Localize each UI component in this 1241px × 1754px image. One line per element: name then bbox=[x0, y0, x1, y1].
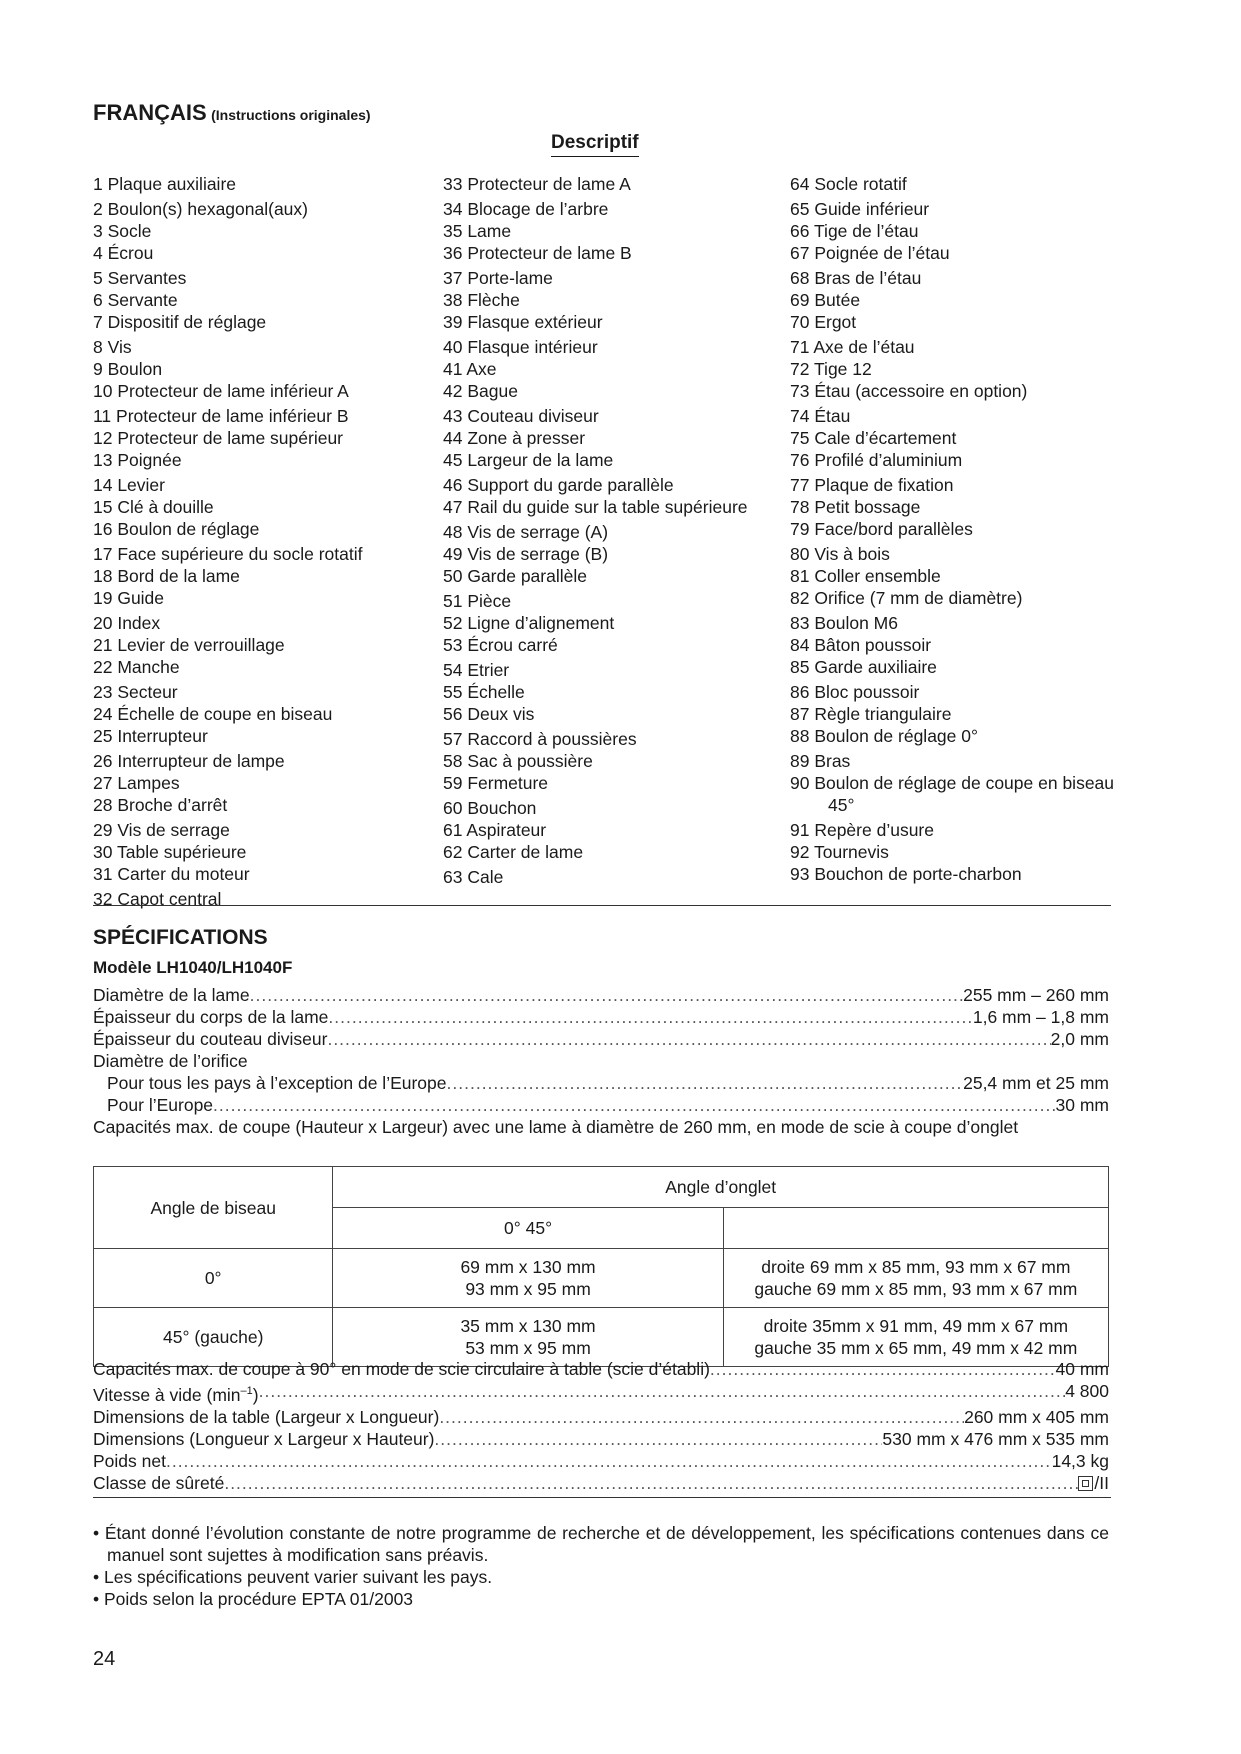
spec-label: Dimensions (Longueur x Largeur x Hauteur) bbox=[93, 1428, 435, 1449]
part-item: 34 Blocage de l’arbre bbox=[443, 199, 609, 219]
part-item: 42 Bague bbox=[443, 381, 518, 401]
section-divider bbox=[93, 1497, 1111, 1498]
parts-column-3 bbox=[790, 173, 1120, 885]
spec-value: /II bbox=[1094, 1472, 1109, 1493]
part-item: 74 Étau bbox=[790, 406, 851, 426]
spec-row-bore bbox=[93, 1050, 1109, 1072]
spec-value: 1,6 mm – 1,8 mm bbox=[972, 1007, 1109, 1027]
language-title: FRANÇAIS bbox=[93, 100, 207, 125]
part-item: 30 Table supérieure bbox=[93, 842, 247, 862]
spec-value: 255 mm – 260 mm bbox=[963, 985, 1109, 1005]
spec-value: 2,0 mm bbox=[1050, 1029, 1109, 1049]
part-item: 26 Interrupteur de lampe bbox=[93, 751, 285, 771]
part-item: 3 Socle bbox=[93, 221, 152, 241]
capacity-cell bbox=[723, 1249, 1108, 1308]
capacity-line: 69 mm x 130 mm bbox=[460, 1257, 596, 1277]
part-item: 70 Ergot bbox=[790, 312, 857, 332]
part-item: 36 Protecteur de lame B bbox=[443, 243, 632, 263]
part-item: 87 Règle triangulaire bbox=[790, 704, 952, 724]
spec-label: Épaisseur du couteau diviseur bbox=[93, 1029, 328, 1049]
spec-value: 530 mm x 476 mm x 535 mm bbox=[882, 1428, 1109, 1449]
spec-label bbox=[93, 1380, 259, 1406]
spec-list-bottom bbox=[93, 1358, 1109, 1494]
capacity-line: gauche 69 mm x 85 mm, 93 mm x 67 mm bbox=[754, 1279, 1078, 1299]
part-item: 86 Bloc poussoir bbox=[790, 682, 920, 702]
language-subtitle: (Instructions originales) bbox=[211, 107, 371, 123]
part-item: 76 Profilé d’aluminium bbox=[790, 450, 963, 470]
part-item: 88 Boulon de réglage 0° bbox=[790, 726, 978, 746]
model-name: Modèle LH1040/LH1040F bbox=[93, 958, 293, 977]
part-item: 28 Broche d’arrêt bbox=[93, 795, 228, 815]
part-item: 84 Bâton poussoir bbox=[790, 635, 932, 655]
double-insulation-icon bbox=[1078, 1476, 1093, 1491]
spec-label: Capacités max. de coupe à 90° en mode de scie circulaire à table (scie d’établi) bbox=[93, 1359, 710, 1379]
part-item: 39 Flasque extérieur bbox=[443, 312, 603, 332]
part-item: 38 Flèche bbox=[443, 290, 520, 310]
part-item: 9 Boulon bbox=[93, 359, 163, 379]
spec-row-bore-europe bbox=[93, 1094, 1109, 1116]
part-item: 91 Repère d’usure bbox=[790, 820, 934, 840]
part-item: 43 Couteau diviseur bbox=[443, 406, 599, 426]
part-item: 59 Fermeture bbox=[443, 773, 549, 793]
speed-label-b: ) bbox=[252, 1384, 259, 1405]
miter-sub-header-2 bbox=[723, 1208, 1108, 1249]
part-item: 92 Tournevis bbox=[790, 842, 889, 862]
spec-row-blade-thickness bbox=[93, 1006, 1109, 1028]
part-item: 57 Raccord à poussières bbox=[443, 729, 637, 749]
notes-list bbox=[93, 1522, 1109, 1610]
part-item: 56 Deux vis bbox=[443, 704, 535, 724]
part-item: 66 Tige de l’étau bbox=[790, 221, 919, 241]
part-item: 13 Poignée bbox=[93, 450, 182, 470]
part-item: 46 Support du garde parallèle bbox=[443, 475, 674, 495]
note-item: • Les spécifications peuvent varier suivant les pays. bbox=[93, 1567, 493, 1587]
part-item: 2 Boulon(s) hexagonal(aux) bbox=[93, 199, 308, 219]
parts-column-1 bbox=[93, 173, 413, 910]
bevel-row-2: 45° (gauche) bbox=[94, 1308, 333, 1367]
part-item: 62 Carter de lame bbox=[443, 842, 584, 862]
note-item: • Étant donné l’évolution constante de notre programme de recherche et de développement, les spécifications contenues dans ce manuel sont sujettes à modification sans préavis. bbox=[93, 1523, 1109, 1565]
part-item: 7 Dispositif de réglage bbox=[93, 312, 267, 332]
miter-angle-header: Angle d’onglet bbox=[333, 1167, 1109, 1208]
part-item: 22 Manche bbox=[93, 657, 180, 677]
part-item: 6 Servante bbox=[93, 290, 178, 310]
part-item: 81 Coller ensemble bbox=[790, 566, 941, 586]
spec-value-wrapper bbox=[1078, 1472, 1109, 1494]
spec-label: Dimensions de la table (Largeur x Longueur) bbox=[93, 1406, 440, 1427]
part-item: 68 Bras de l’étau bbox=[790, 268, 922, 288]
part-item: 63 Cale bbox=[443, 867, 504, 887]
part-item: 41 Axe bbox=[443, 359, 497, 379]
spec-value: 14,3 kg bbox=[1051, 1450, 1109, 1471]
spec-value: 40 mm bbox=[1055, 1359, 1109, 1379]
spec-row-dimensions bbox=[93, 1428, 1109, 1450]
spec-label: Diamètre de l’orifice bbox=[93, 1051, 248, 1071]
capacity-line: droite 35mm x 91 mm, 49 mm x 67 mm bbox=[763, 1316, 1069, 1336]
capacity-line: gauche 35 mm x 65 mm, 49 mm x 42 mm bbox=[754, 1338, 1078, 1358]
part-item: 64 Socle rotatif bbox=[790, 174, 907, 194]
part-item: 4 Écrou bbox=[93, 243, 154, 263]
miter-sub-header-1: 0° 45° bbox=[333, 1208, 723, 1249]
spec-label: Classe de sûreté bbox=[93, 1472, 225, 1493]
language-heading bbox=[93, 100, 371, 126]
part-item: 53 Écrou carré bbox=[443, 635, 558, 655]
part-item: 18 Bord de la lame bbox=[93, 566, 240, 586]
spec-row-table-dimensions bbox=[93, 1406, 1109, 1428]
spec-value: 25,4 mm et 25 mm bbox=[963, 1073, 1109, 1093]
part-item: 11 Protecteur de lame inférieur B bbox=[93, 406, 349, 426]
spec-row-net-weight bbox=[93, 1450, 1109, 1472]
spec-row-blade-diameter bbox=[93, 984, 1109, 1006]
part-item: 71 Axe de l’étau bbox=[790, 337, 915, 357]
bevel-row-1: 0° bbox=[94, 1249, 333, 1308]
part-item: 21 Levier de verrouillage bbox=[93, 635, 285, 655]
spec-row-riving-knife bbox=[93, 1028, 1109, 1050]
part-item: 54 Etrier bbox=[443, 660, 510, 680]
part-item: 69 Butée bbox=[790, 290, 861, 310]
page-number: 24 bbox=[93, 1648, 116, 1670]
note-item: • Poids selon la procédure EPTA 01/2003 bbox=[93, 1589, 414, 1609]
part-item: 75 Cale d’écartement bbox=[790, 428, 957, 448]
part-item: 10 Protecteur de lame inférieur A bbox=[93, 381, 349, 401]
capacity-intro: Capacités max. de coupe (Hauteur x Largeur) avec une lame à diamètre de 260 mm, en mode de scie à coupe d’onglet bbox=[93, 1117, 1019, 1137]
capacity-line: droite 69 mm x 85 mm, 93 mm x 67 mm bbox=[761, 1257, 1071, 1277]
capacity-table bbox=[93, 1166, 1109, 1367]
spec-value: 30 mm bbox=[1055, 1095, 1109, 1115]
spec-label: Pour l’Europe bbox=[107, 1095, 214, 1115]
capacity-line: 93 mm x 95 mm bbox=[465, 1279, 591, 1299]
part-item: 29 Vis de serrage bbox=[93, 820, 230, 840]
part-item: 40 Flasque intérieur bbox=[443, 337, 598, 357]
part-item: 24 Échelle de coupe en biseau bbox=[93, 704, 333, 724]
part-item: 23 Secteur bbox=[93, 682, 178, 702]
spec-row-safety-class bbox=[93, 1472, 1109, 1494]
section-divider bbox=[93, 905, 1111, 906]
part-item: 37 Porte-lame bbox=[443, 268, 553, 288]
part-item: 78 Petit bossage bbox=[790, 497, 921, 517]
part-item: 90 Boulon de réglage de coupe en biseau 45° bbox=[790, 773, 1115, 815]
part-item: 32 Capot central bbox=[93, 889, 222, 909]
part-item: 1 Plaque auxiliaire bbox=[93, 174, 237, 194]
spec-value: 4 800 bbox=[1065, 1381, 1109, 1401]
part-item: 50 Garde parallèle bbox=[443, 566, 587, 586]
part-item: 77 Plaque de fixation bbox=[790, 475, 954, 495]
spec-label: Diamètre de la lame bbox=[93, 985, 250, 1005]
part-item: 8 Vis bbox=[93, 337, 132, 357]
capacity-line: 35 mm x 130 mm bbox=[460, 1316, 596, 1336]
spec-row-no-load-speed bbox=[93, 1380, 1109, 1406]
part-item: 20 Index bbox=[93, 613, 161, 633]
capacity-line: 53 mm x 95 mm bbox=[465, 1338, 591, 1358]
part-item: 25 Interrupteur bbox=[93, 726, 208, 746]
spec-row-table-saw-capacity bbox=[93, 1358, 1109, 1380]
part-item: 31 Carter du moteur bbox=[93, 864, 250, 884]
part-item: 52 Ligne d’alignement bbox=[443, 613, 615, 633]
part-item: 44 Zone à presser bbox=[443, 428, 586, 448]
part-item: 45 Largeur de la lame bbox=[443, 450, 614, 470]
part-item: 82 Orifice (7 mm de diamètre) bbox=[790, 588, 1023, 608]
spec-value: 260 mm x 405 mm bbox=[964, 1406, 1109, 1427]
part-item: 27 Lampes bbox=[93, 773, 180, 793]
part-item: 60 Bouchon bbox=[443, 798, 537, 818]
spec-label: Poids net bbox=[93, 1450, 166, 1471]
speed-label-a: Vitesse à vide (min bbox=[93, 1384, 241, 1405]
part-item: 19 Guide bbox=[93, 588, 165, 608]
part-item: 33 Protecteur de lame A bbox=[443, 174, 631, 194]
speed-unit-exponent: –1 bbox=[240, 1385, 253, 1397]
part-item: 51 Pièce bbox=[443, 591, 512, 611]
spec-label: Épaisseur du corps de la lame bbox=[93, 1007, 329, 1027]
part-item: 14 Levier bbox=[93, 475, 165, 495]
part-item: 17 Face supérieure du socle rotatif bbox=[93, 544, 363, 564]
part-item: 93 Bouchon de porte-charbon bbox=[790, 864, 1022, 884]
part-item: 48 Vis de serrage (A) bbox=[443, 522, 609, 542]
part-item: 12 Protecteur de lame supérieur bbox=[93, 428, 343, 448]
part-item: 65 Guide inférieur bbox=[790, 199, 930, 219]
part-item: 61 Aspirateur bbox=[443, 820, 547, 840]
bevel-angle-header: Angle de biseau bbox=[94, 1167, 333, 1249]
parts-column-2 bbox=[443, 173, 763, 888]
specifications-title: SPÉCIFICATIONS bbox=[93, 926, 268, 949]
part-item: 5 Servantes bbox=[93, 268, 187, 288]
part-item: 80 Vis à bois bbox=[790, 544, 890, 564]
spec-list-top bbox=[93, 984, 1109, 1138]
descriptif-heading: Descriptif bbox=[551, 132, 639, 157]
part-item: 47 Rail du guide sur la table supérieure bbox=[443, 497, 748, 517]
part-item: 83 Boulon M6 bbox=[790, 613, 898, 633]
part-item: 49 Vis de serrage (B) bbox=[443, 544, 609, 564]
part-item: 73 Étau (accessoire en option) bbox=[790, 381, 1028, 401]
part-item: 35 Lame bbox=[443, 221, 512, 241]
spec-label: Pour tous les pays à l’exception de l’Europe bbox=[107, 1073, 447, 1093]
part-item: 79 Face/bord parallèles bbox=[790, 519, 973, 539]
part-item: 58 Sac à poussière bbox=[443, 751, 593, 771]
part-item: 55 Échelle bbox=[443, 682, 525, 702]
part-item: 16 Boulon de réglage bbox=[93, 519, 260, 539]
capacity-cell bbox=[333, 1249, 723, 1308]
spec-row-bore-world bbox=[93, 1072, 1109, 1094]
part-item: 72 Tige 12 bbox=[790, 359, 872, 379]
part-item: 85 Garde auxiliaire bbox=[790, 657, 937, 677]
part-item: 89 Bras bbox=[790, 751, 851, 771]
part-item: 67 Poignée de l’étau bbox=[790, 243, 950, 263]
part-item: 15 Clé à douille bbox=[93, 497, 214, 517]
